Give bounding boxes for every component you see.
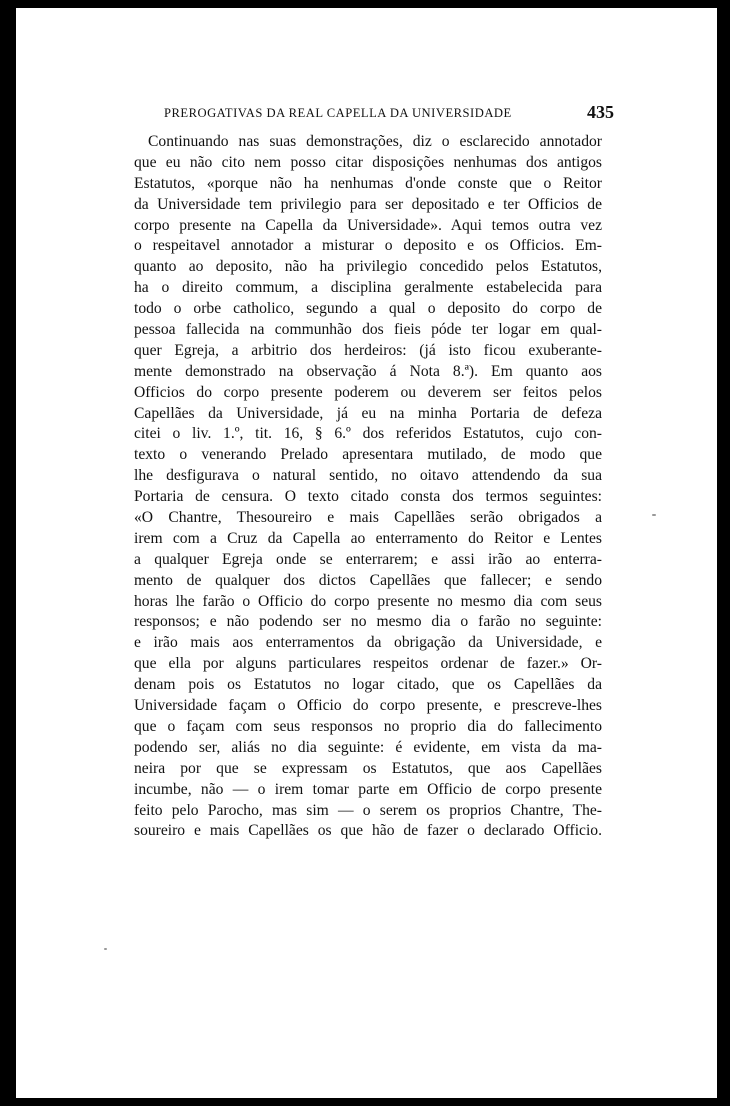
- text-line: todo o orbe catholico, segundo a qual o deposito do corpo de: [134, 300, 602, 318]
- text-line: quanto ao deposito, não ha privilegio concedido pelos Estatutos,: [134, 258, 602, 276]
- text-line: Portaria de censura. O texto citado consta dos termos seguintes:: [134, 488, 602, 506]
- text-line: que ella por alguns particulares respeitos ordenar de fazer.» Or-: [134, 655, 602, 673]
- text-line: mente demonstrado na observação á Nota 8.ª). Em quanto aos: [134, 362, 602, 380]
- book-page: [16, 8, 717, 1098]
- text-line: citei o liv. 1.º, tit. 16, § 6.º dos referidos Estatutos, cujo con-: [134, 425, 602, 443]
- text-line: a qualquer Egreja onde se enterrarem; e assi irão ao enterra-: [134, 550, 602, 568]
- text-line: lhe desfigurava o natural sentido, no oitavo attendendo da sua: [134, 467, 602, 485]
- page-number: 435: [587, 102, 614, 122]
- text-line: Officios do corpo presente poderem ou deverem ser feitos pelos: [134, 383, 602, 401]
- text-line: que o façam com seus responsos no proprio dia do fallecimento: [134, 717, 602, 735]
- text-line: o respeitavel annotador a misturar o deposito e os Officios. Em-: [134, 237, 602, 255]
- text-line: horas lhe farão o Officio do corpo presente no mesmo dia com seus: [134, 592, 602, 610]
- text-line: irem com a Cruz da Capella ao enterramento do Reitor e Lentes: [134, 529, 602, 547]
- text-line: denam pois os Estatutos no logar citado, que os Capellães da: [134, 676, 602, 694]
- text-line: Universidade façam o Officio do corpo presente, e prescreve-lhes: [134, 697, 602, 715]
- text-line: soureiro e mais Capellães os que hão de fazer o declarado Officio.: [134, 822, 602, 840]
- body-paragraph: [134, 132, 602, 842]
- text-line: incumbe, não — o irem tomar parte em Officio de corpo presente: [134, 780, 602, 798]
- text-line: neira por que se expressam os Estatutos, que aos Capellães: [134, 759, 602, 777]
- running-title: PREROGATIVAS DA REAL CAPELLA DA UNIVERSIDADE: [164, 106, 512, 120]
- running-head: [164, 102, 614, 126]
- text-line: pessoa fallecida na communhão dos fieis póde ter logar em qual-: [134, 321, 602, 339]
- text-line: Continuando nas suas demonstrações, diz o esclarecido annotador: [148, 133, 602, 150]
- text-line: e irão mais aos enterramentos da obrigação da Universidade, e: [134, 634, 602, 652]
- text-line: ha o direito commum, a disciplina geralmente estabelecida para: [134, 279, 602, 297]
- text-line: feito pelo Parocho, mas sim — o serem os proprios Chantre, The-: [134, 801, 602, 819]
- text-line: responsos; e não podendo ser no mesmo dia o farão no seguinte:: [134, 613, 602, 631]
- text-line: da Universidade tem privilegio para ser depositado e ter Officios de: [134, 195, 602, 213]
- text-line: Capellães da Universidade, já eu na minha Portaria de defeza: [134, 404, 602, 422]
- text-line: quer Egreja, a arbitrio dos herdeiros: (já isto ficou exuberante-: [134, 341, 602, 359]
- text-line: que eu não cito nem posso citar disposições nenhumas dos antigos: [134, 153, 602, 171]
- text-line: podendo ser, aliás no dia seguinte: é evidente, em vista da ma-: [134, 738, 602, 756]
- text-line: texto o venerando Prelado apresentara mutilado, de modo que: [134, 446, 602, 464]
- text-line: corpo presente na Capella da Universidade». Aqui temos outra vez: [134, 216, 602, 234]
- text-line: «O Chantre, Thesoureiro e mais Capellães serão obrigados a: [134, 509, 602, 527]
- text-line: Estatutos, «porque não ha nenhumas d'onde conste que o Reitor: [134, 174, 602, 192]
- text-line: mento de qualquer dos dictos Capellães que fallecer; e sendo: [134, 571, 602, 589]
- scan-speck: [652, 514, 656, 516]
- scan-speck: [104, 948, 107, 950]
